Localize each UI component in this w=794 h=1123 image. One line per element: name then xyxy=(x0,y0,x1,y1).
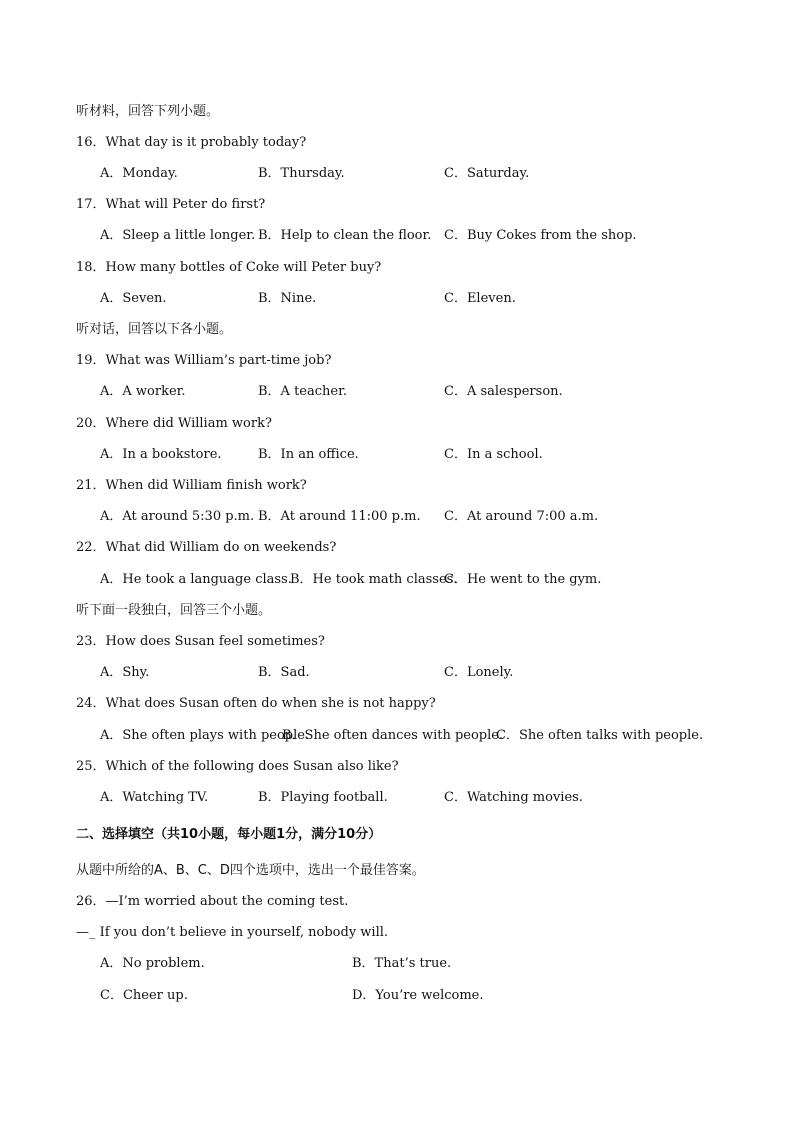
q19-option-c[interactable]: C．A salesperson. xyxy=(444,384,563,399)
question-22: 22．What did William do on weekends? xyxy=(76,540,337,555)
q26-option-b[interactable]: B．That’s true. xyxy=(352,956,452,971)
q20-option-a[interactable]: A．In a bookstore. xyxy=(100,447,222,462)
q24-option-c[interactable]: C．She often talks with people. xyxy=(496,728,704,743)
question-19: 19．What was William’s part-time job? xyxy=(76,353,332,368)
q17-option-a[interactable]: A．Sleep a little longer. xyxy=(100,228,256,243)
q24-option-b[interactable]: B．She often dances with people. xyxy=(282,728,504,743)
q25-option-a[interactable]: A．Watching TV. xyxy=(100,790,209,805)
q26-option-d[interactable]: D．You’re welcome. xyxy=(352,988,484,1003)
question-17: 17．What will Peter do first? xyxy=(76,197,266,212)
q21-option-c[interactable]: C．At around 7:00 a.m. xyxy=(444,509,599,524)
q23-option-a[interactable]: A．Shy. xyxy=(100,665,150,680)
q22-option-b[interactable]: B．He took math classes. xyxy=(290,572,458,587)
q18-option-a[interactable]: A．Seven. xyxy=(100,291,167,306)
q21-option-a[interactable]: A．At around 5:30 p.m. xyxy=(100,509,255,524)
q17-option-b[interactable]: B．Help to clean the floor. xyxy=(258,228,432,243)
q24-option-a[interactable]: A．She often plays with people. xyxy=(100,728,310,743)
section-instruction-dialogue: 听对话，回答以下各小题。 xyxy=(76,322,233,337)
question-18: 18．How many bottles of Coke will Peter buy? xyxy=(76,260,382,275)
question-26-response: —_ If you don’t believe in yourself, nobody will. xyxy=(76,925,389,940)
q21-option-b[interactable]: B．At around 11:00 p.m. xyxy=(258,509,421,524)
question-20: 20．Where did William work? xyxy=(76,416,272,431)
part2-instruction: 从题中所给的A、B、C、D四个选项中，选出一个最佳答案。 xyxy=(76,863,425,878)
question-21: 21．When did William finish work? xyxy=(76,478,307,493)
q16-option-c[interactable]: C．Saturday. xyxy=(444,166,530,181)
question-16: 16．What day is it probably today? xyxy=(76,135,307,150)
q25-option-c[interactable]: C．Watching movies. xyxy=(444,790,583,805)
section-instruction-listen-material: 听材料，回答下列小题。 xyxy=(76,104,220,119)
q20-option-b[interactable]: B．In an office. xyxy=(258,447,359,462)
q20-option-c[interactable]: C．In a school. xyxy=(444,447,543,462)
q22-option-a[interactable]: A．He took a language class. xyxy=(100,572,292,587)
q18-option-b[interactable]: B．Nine. xyxy=(258,291,317,306)
q22-option-c[interactable]: C．He went to the gym. xyxy=(444,572,602,587)
question-24: 24．What does Susan often do when she is not happy? xyxy=(76,696,436,711)
q25-option-b[interactable]: B．Playing football. xyxy=(258,790,388,805)
q19-option-b[interactable]: B．A teacher. xyxy=(258,384,348,399)
section-instruction-monologue: 听下面一段独白，回答三个小题。 xyxy=(76,603,272,618)
q26-option-c[interactable]: C．Cheer up. xyxy=(100,988,188,1003)
part2-heading: 二、选择填空（共10小题，每小题1分，满分10分） xyxy=(76,827,382,842)
q18-option-c[interactable]: C．Eleven. xyxy=(444,291,516,306)
q26-option-a[interactable]: A．No problem. xyxy=(100,956,205,971)
q17-option-c[interactable]: C．Buy Cokes from the shop. xyxy=(444,228,637,243)
question-23: 23．How does Susan feel sometimes? xyxy=(76,634,325,649)
q23-option-b[interactable]: B．Sad. xyxy=(258,665,310,680)
q16-option-a[interactable]: A．Monday. xyxy=(100,166,178,181)
q19-option-a[interactable]: A．A worker. xyxy=(100,384,186,399)
q16-option-b[interactable]: B．Thursday. xyxy=(258,166,345,181)
question-25: 25．Which of the following does Susan also like? xyxy=(76,759,399,774)
q23-option-c[interactable]: C．Lonely. xyxy=(444,665,514,680)
question-26: 26．—I’m worried about the coming test. xyxy=(76,894,349,909)
